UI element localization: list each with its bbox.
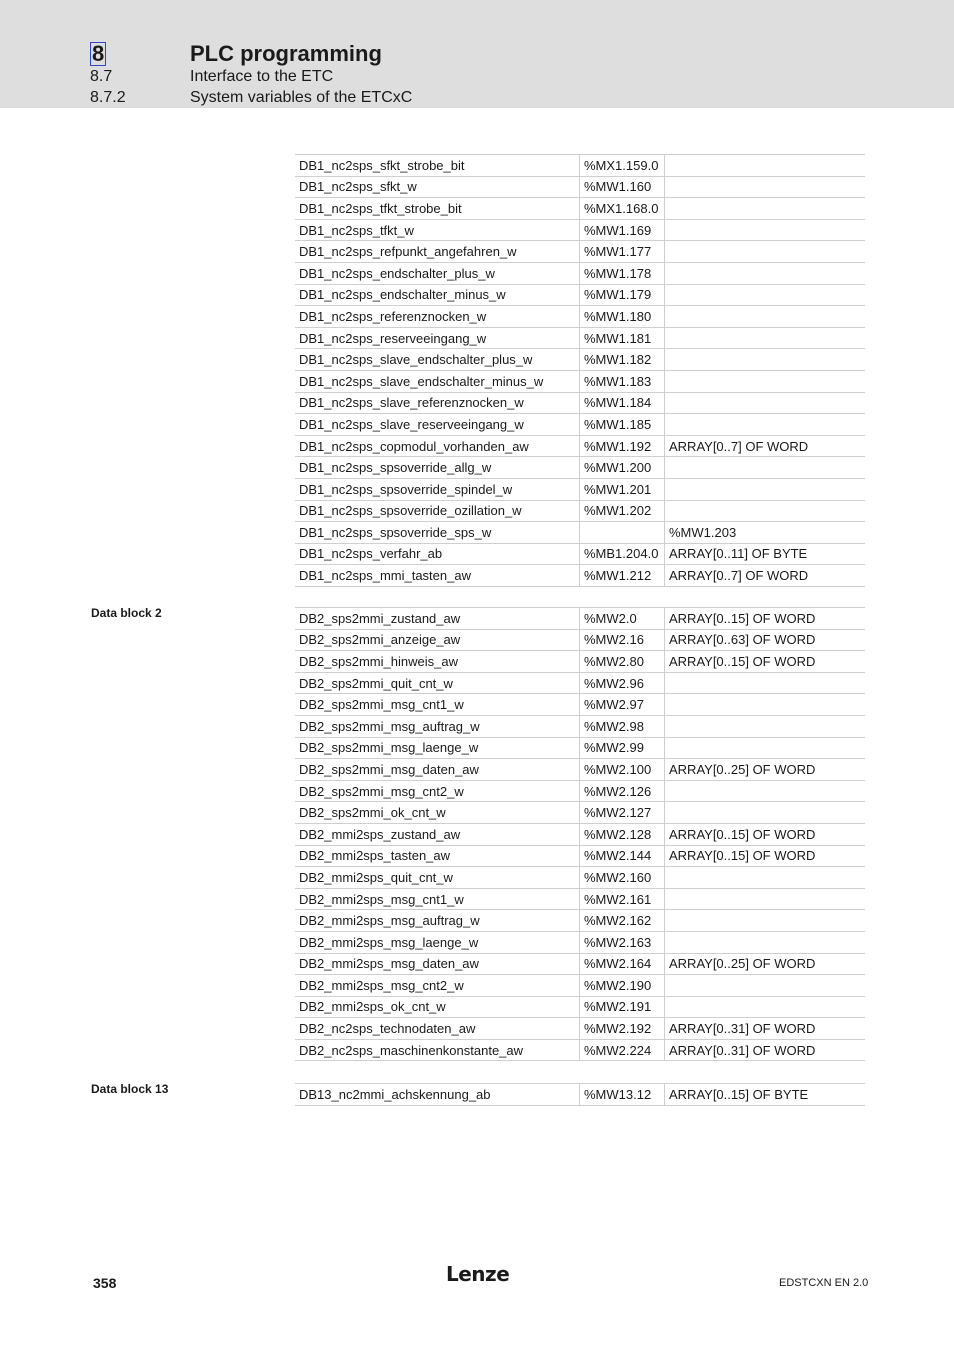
table-row — [295, 306, 865, 328]
address-cell: %MW1.201 — [580, 478, 665, 500]
address-cell: %MW2.80 — [580, 651, 665, 673]
variable-name-cell: DB1_nc2sps_sfkt_strobe_bit — [295, 155, 580, 177]
type-cell — [665, 672, 866, 694]
type-cell — [665, 262, 866, 284]
address-cell: %MW1.180 — [580, 306, 665, 328]
type-cell: ARRAY[0..15] OF WORD — [665, 845, 866, 867]
type-cell: ARRAY[0..31] OF WORD — [665, 1039, 866, 1061]
table-row — [295, 176, 865, 198]
variable-name-cell: DB1_nc2sps_endschalter_minus_w — [295, 284, 580, 306]
data-block-2-label: Data block 2 — [91, 606, 162, 620]
address-cell: %MW2.126 — [580, 780, 665, 802]
type-cell: ARRAY[0..25] OF WORD — [665, 759, 866, 781]
type-cell — [665, 306, 866, 328]
type-cell — [665, 975, 866, 997]
variable-name-cell: DB2_mmi2sps_msg_cnt1_w — [295, 888, 580, 910]
section-number: 8.7 — [90, 68, 113, 85]
variable-name-cell: DB2_mmi2sps_zustand_aw — [295, 823, 580, 845]
variable-name-cell: DB1_nc2sps_endschalter_plus_w — [295, 262, 580, 284]
address-cell: %MW2.224 — [580, 1039, 665, 1061]
table-row — [295, 392, 865, 414]
type-cell — [665, 327, 866, 349]
address-cell: %MW1.178 — [580, 262, 665, 284]
table-row — [295, 457, 865, 479]
table-row — [295, 629, 865, 651]
table-row — [295, 845, 865, 867]
variable-name-cell: DB1_nc2sps_spsoverride_allg_w — [295, 457, 580, 479]
address-cell: %MW2.16 — [580, 629, 665, 651]
type-cell: ARRAY[0..63] OF WORD — [665, 629, 866, 651]
variable-name-cell: DB1_nc2sps_verfahr_ab — [295, 543, 580, 565]
address-cell: %MW1.202 — [580, 500, 665, 522]
variable-name-cell: DB2_sps2mmi_anzeige_aw — [295, 629, 580, 651]
type-cell — [665, 349, 866, 371]
table-row — [295, 414, 865, 436]
variable-name-cell: DB2_sps2mmi_zustand_aw — [295, 608, 580, 630]
variable-name-cell: DB2_sps2mmi_msg_cnt1_w — [295, 694, 580, 716]
table-row — [295, 1039, 865, 1061]
address-cell: %MW1.192 — [580, 435, 665, 457]
type-cell: ARRAY[0..7] OF WORD — [665, 435, 866, 457]
variable-name-cell: DB1_nc2sps_copmodul_vorhanden_aw — [295, 435, 580, 457]
table-row — [295, 435, 865, 457]
type-cell: %MW1.203 — [665, 522, 866, 544]
table-row — [295, 737, 865, 759]
type-cell: ARRAY[0..15] OF WORD — [665, 651, 866, 673]
variable-name-cell: DB2_mmi2sps_msg_laenge_w — [295, 931, 580, 953]
table-row — [295, 327, 865, 349]
data-block-13-label: Data block 13 — [91, 1082, 169, 1096]
table-row — [295, 694, 865, 716]
type-cell: ARRAY[0..15] OF BYTE — [665, 1084, 866, 1106]
variable-name-cell: DB2_sps2mmi_hinweis_aw — [295, 651, 580, 673]
type-cell — [665, 392, 866, 414]
address-cell: %MW1.184 — [580, 392, 665, 414]
subsection-number: 8.7.2 — [90, 89, 126, 106]
address-cell: %MW2.163 — [580, 931, 665, 953]
table-row — [295, 931, 865, 953]
address-cell: %MX1.159.0 — [580, 155, 665, 177]
document-id: EDSTCXN EN 2.0 — [779, 1277, 869, 1289]
variable-name-cell: DB1_nc2sps_referenznocken_w — [295, 306, 580, 328]
table-row — [295, 651, 865, 673]
type-cell — [665, 715, 866, 737]
type-cell — [665, 198, 866, 220]
address-cell: %MW1.182 — [580, 349, 665, 371]
table-row — [295, 262, 865, 284]
address-cell: %MW2.99 — [580, 737, 665, 759]
variable-name-cell: DB1_nc2sps_slave_endschalter_plus_w — [295, 349, 580, 371]
table-row — [295, 500, 865, 522]
table-row — [295, 975, 865, 997]
variable-name-cell: DB1_nc2sps_slave_endschalter_minus_w — [295, 370, 580, 392]
address-cell: %MW2.128 — [580, 823, 665, 845]
address-cell: %MW2.164 — [580, 953, 665, 975]
type-cell — [665, 176, 866, 198]
variable-name-cell: DB2_mmi2sps_msg_cnt2_w — [295, 975, 580, 997]
lenze-logo: Lenze — [446, 1262, 510, 1286]
address-cell: %MW1.179 — [580, 284, 665, 306]
type-cell — [665, 284, 866, 306]
variable-name-cell: DB1_nc2sps_spsoverride_sps_w — [295, 522, 580, 544]
address-cell: %MW1.160 — [580, 176, 665, 198]
type-cell — [665, 996, 866, 1018]
address-cell: %MW2.97 — [580, 694, 665, 716]
address-cell — [580, 522, 665, 544]
table-row — [295, 349, 865, 371]
table-row — [295, 608, 865, 630]
variable-name-cell: DB2_mmi2sps_ok_cnt_w — [295, 996, 580, 1018]
address-cell: %MW1.185 — [580, 414, 665, 436]
address-cell: %MW1.177 — [580, 241, 665, 263]
address-cell: %MW13.12 — [580, 1084, 665, 1106]
type-cell: ARRAY[0..31] OF WORD — [665, 1018, 866, 1040]
address-cell: %MW2.161 — [580, 888, 665, 910]
address-cell: %MB1.204.0 — [580, 543, 665, 565]
variable-name-cell: DB1_nc2sps_slave_reserveeingang_w — [295, 414, 580, 436]
address-cell: %MW1.212 — [580, 565, 665, 587]
variable-name-cell: DB1_nc2sps_tfkt_strobe_bit — [295, 198, 580, 220]
table-row — [295, 1018, 865, 1040]
page-header — [0, 0, 954, 108]
table-row — [295, 780, 865, 802]
type-cell — [665, 500, 866, 522]
type-cell — [665, 780, 866, 802]
table-row — [295, 565, 865, 587]
type-cell — [665, 414, 866, 436]
type-cell — [665, 931, 866, 953]
table-data-block-1 — [295, 154, 865, 587]
type-cell — [665, 802, 866, 824]
address-cell: %MW1.181 — [580, 327, 665, 349]
variable-name-cell: DB2_mmi2sps_quit_cnt_w — [295, 867, 580, 889]
type-cell — [665, 241, 866, 263]
variable-name-cell: DB2_sps2mmi_msg_laenge_w — [295, 737, 580, 759]
table-row — [295, 953, 865, 975]
variable-name-cell: DB2_nc2sps_technodaten_aw — [295, 1018, 580, 1040]
variable-name-cell: DB2_sps2mmi_msg_auftrag_w — [295, 715, 580, 737]
table-data-block-13 — [295, 1083, 865, 1106]
table-row — [295, 672, 865, 694]
address-cell: %MW2.160 — [580, 867, 665, 889]
variable-name-cell: DB1_nc2sps_refpunkt_angefahren_w — [295, 241, 580, 263]
type-cell: ARRAY[0..7] OF WORD — [665, 565, 866, 587]
subsection-title: System variables of the ETCxC — [190, 89, 413, 106]
variable-name-cell: DB1_nc2sps_spsoverride_ozillation_w — [295, 500, 580, 522]
table-row — [295, 888, 865, 910]
type-cell — [665, 694, 866, 716]
table-row — [295, 802, 865, 824]
type-cell — [665, 888, 866, 910]
table-row — [295, 996, 865, 1018]
table-row — [295, 867, 865, 889]
table-row — [295, 370, 865, 392]
variable-name-cell: DB1_nc2sps_reserveeingang_w — [295, 327, 580, 349]
variable-name-cell: DB2_sps2mmi_quit_cnt_w — [295, 672, 580, 694]
table-row — [295, 198, 865, 220]
type-cell — [665, 457, 866, 479]
type-cell — [665, 370, 866, 392]
table-row — [295, 715, 865, 737]
table-row — [295, 241, 865, 263]
type-cell — [665, 478, 866, 500]
address-cell: %MW2.191 — [580, 996, 665, 1018]
table-row — [295, 1084, 865, 1106]
variable-name-cell: DB2_sps2mmi_msg_cnt2_w — [295, 780, 580, 802]
table-row — [295, 284, 865, 306]
type-cell — [665, 867, 866, 889]
variable-name-cell: DB1_nc2sps_mmi_tasten_aw — [295, 565, 580, 587]
address-cell: %MW2.162 — [580, 910, 665, 932]
address-cell: %MW1.169 — [580, 219, 665, 241]
type-cell — [665, 219, 866, 241]
address-cell: %MW2.0 — [580, 608, 665, 630]
table-row — [295, 759, 865, 781]
table-row — [295, 155, 865, 177]
address-cell: %MW2.192 — [580, 1018, 665, 1040]
variable-name-cell: DB1_nc2sps_tfkt_w — [295, 219, 580, 241]
address-cell: %MW1.183 — [580, 370, 665, 392]
variable-name-cell: DB13_nc2mmi_achskennung_ab — [295, 1084, 580, 1106]
chapter-title: PLC programming — [190, 41, 382, 66]
variable-name-cell: DB2_mmi2sps_msg_auftrag_w — [295, 910, 580, 932]
table-row — [295, 910, 865, 932]
address-cell: %MW2.190 — [580, 975, 665, 997]
type-cell — [665, 737, 866, 759]
type-cell: ARRAY[0..15] OF WORD — [665, 608, 866, 630]
type-cell: ARRAY[0..15] OF WORD — [665, 823, 866, 845]
table-row — [295, 823, 865, 845]
address-cell: %MW2.96 — [580, 672, 665, 694]
table-row — [295, 219, 865, 241]
type-cell: ARRAY[0..25] OF WORD — [665, 953, 866, 975]
table-data-block-2 — [295, 607, 865, 1061]
address-cell: %MW1.200 — [580, 457, 665, 479]
variable-name-cell: DB1_nc2sps_spsoverride_spindel_w — [295, 478, 580, 500]
table-row — [295, 478, 865, 500]
address-cell: %MX1.168.0 — [580, 198, 665, 220]
variable-name-cell: DB2_nc2sps_maschinenkonstante_aw — [295, 1039, 580, 1061]
variable-name-cell: DB2_sps2mmi_ok_cnt_w — [295, 802, 580, 824]
address-cell: %MW2.127 — [580, 802, 665, 824]
variable-name-cell: DB2_sps2mmi_msg_daten_aw — [295, 759, 580, 781]
variable-name-cell: DB2_mmi2sps_tasten_aw — [295, 845, 580, 867]
section-title: Interface to the ETC — [190, 68, 334, 85]
address-cell: %MW2.100 — [580, 759, 665, 781]
variable-name-cell: DB1_nc2sps_slave_referenznocken_w — [295, 392, 580, 414]
address-cell: %MW2.144 — [580, 845, 665, 867]
variable-name-cell: DB1_nc2sps_sfkt_w — [295, 176, 580, 198]
variable-name-cell: DB2_mmi2sps_msg_daten_aw — [295, 953, 580, 975]
page-number: 358 — [93, 1275, 117, 1291]
address-cell: %MW2.98 — [580, 715, 665, 737]
table-row — [295, 543, 865, 565]
chapter-number-link[interactable]: 8 — [92, 41, 105, 66]
type-cell: ARRAY[0..11] OF BYTE — [665, 543, 866, 565]
type-cell — [665, 155, 866, 177]
table-row — [295, 522, 865, 544]
type-cell — [665, 910, 866, 932]
